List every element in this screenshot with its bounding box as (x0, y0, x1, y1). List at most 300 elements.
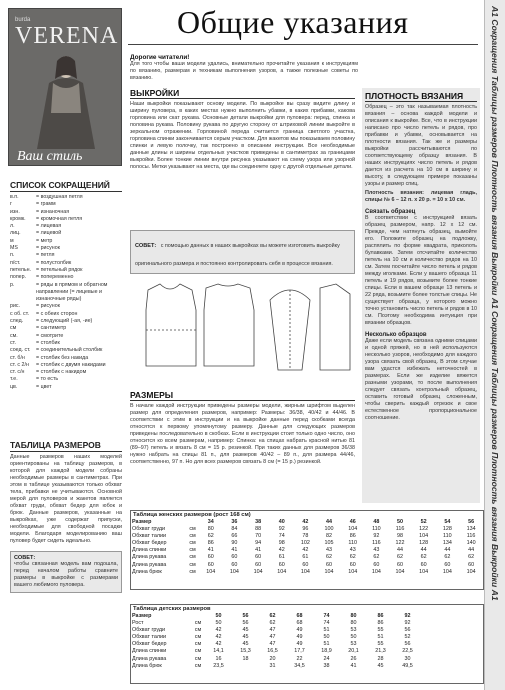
several-swatches-heading: Несколько образцов (365, 332, 427, 338)
table-cell: Размер (132, 519, 152, 525)
abbreviation-key: р. (10, 281, 15, 288)
abbreviation-value: = грамм (36, 201, 56, 208)
table-cell: 17,7 (294, 648, 305, 655)
abbreviation-value: = столбик без накида (36, 354, 89, 361)
abbreviation-key: след. (10, 318, 24, 325)
table-cell: 86 (207, 540, 214, 547)
table-cell: 49,5 (402, 662, 413, 669)
table-cell: 45 (242, 627, 249, 634)
table-cell: 104 (348, 526, 358, 533)
table-cell: 44 (444, 547, 451, 554)
table-cell: 68 (296, 620, 303, 627)
table-cell: 53 (350, 627, 357, 634)
cover-model-figure (31, 53, 101, 149)
table-row (131, 634, 421, 641)
advice-note (130, 230, 355, 274)
abbreviation-value: = воздушная петля (36, 194, 83, 200)
table-cell: 15,3 (240, 648, 251, 655)
table-cell: 26 (350, 655, 357, 662)
table-cell: 62 (373, 554, 380, 561)
table-cell: 60 (231, 554, 238, 561)
cover-tagline: Ваш стиль (17, 149, 83, 164)
abbreviation-value: = столбик с двумя накидами (36, 361, 106, 368)
table-cell: 49 (296, 641, 303, 648)
table-cell: 53 (350, 641, 357, 648)
table-cell: 60 (255, 561, 262, 568)
table-cell: 62 (269, 613, 276, 619)
table-cell: 60 (444, 561, 451, 568)
table-cell: см (189, 568, 196, 575)
table-cell: см (194, 662, 202, 669)
intro-text: Для того чтобы ваши модели удались, внимательно прочитайте указания к инструкциям по вязанию, размерам и техникам выполнения узоров, а также полезные советы по вязанию. (130, 61, 358, 81)
table-cell: 44 (468, 547, 475, 554)
abbreviation-value: = следующий (-ая, -ие) (36, 318, 93, 325)
table-cell: см (194, 655, 202, 662)
table-cell: 80 (350, 620, 357, 627)
intro-heading: Дорогие читатели! (130, 54, 190, 61)
table-cell: 51 (377, 634, 384, 641)
table-cell: 47 (269, 641, 276, 648)
table-cell: 92 (278, 526, 285, 533)
abbreviation-row (10, 333, 122, 340)
table-cell: 60 (349, 561, 356, 568)
women-size-table-box (130, 510, 484, 590)
table-cell: 45 (377, 662, 384, 669)
abbreviation-key: см (10, 325, 17, 332)
table-cell: Обхват талии (132, 634, 167, 641)
table-cell: 116 (372, 540, 381, 547)
table-cell: Обхват груди (132, 526, 166, 533)
table-cell: Длина рукава (132, 655, 167, 662)
table-cell: см (194, 620, 202, 627)
abbreviation-row (10, 362, 122, 369)
abbreviation-row (10, 303, 122, 310)
abbreviation-value: = лицевой (36, 230, 62, 237)
diagram-back (204, 284, 254, 366)
table-cell: 56 (404, 641, 411, 648)
abbreviations-list (10, 194, 122, 391)
abbreviation-value: = метр (36, 237, 53, 244)
table-cell: 28 (377, 655, 384, 662)
abbreviation-row (10, 369, 122, 376)
table-cell: 50 (323, 634, 330, 641)
table-row (131, 663, 421, 670)
abbreviation-key: MS (10, 245, 18, 252)
table-cell: 62 (444, 554, 451, 561)
abbreviation-value: = изнаночная (36, 208, 70, 215)
table-cell: 47 (269, 627, 276, 634)
abbreviation-value: = попеременно (36, 274, 74, 281)
abbreviation-row (10, 252, 122, 259)
page-title: Общие указания (177, 4, 409, 40)
table-cell: 44 (420, 547, 427, 554)
table-cell: 22,5 (402, 648, 413, 655)
table-cell: 50 (215, 613, 222, 619)
table-cell: 42 (215, 641, 222, 648)
table-cell: 140 (466, 540, 476, 547)
table-cell: 61 (302, 554, 309, 561)
table-cell: 102 (300, 540, 310, 547)
women-table-title: Таблица женских размеров (рост 168 см) (133, 512, 251, 518)
table-cell: 55 (377, 627, 384, 634)
table-cell: Обхват талии (132, 533, 167, 540)
table-cell: 50 (215, 620, 222, 627)
table-cell: 51 (323, 627, 330, 634)
abbreviation-value: = с обеих сторон (36, 310, 78, 317)
sizes-heading: РАЗМЕРЫ (130, 390, 355, 401)
abbreviation-row (10, 230, 122, 237)
table-cell: 20,1 (348, 648, 359, 655)
abbreviation-value: = полустолбик (36, 259, 72, 266)
table-cell: 38 (255, 519, 262, 525)
abbreviation-row (10, 194, 122, 201)
table-cell: 14,1 (213, 648, 224, 655)
patterns-text: Наши выкройки показывают основу модели. По выкройке вы сразу видите длину и ширину пуловера, в каких местах нужно выполнить убавки, в каких прибавки, какова горловина или скат рукава. Основные детали выкройки для пуловера: перед, спинка и половина рукава. Половину рукава по другую сторону от штриховой линии выкройте в зеркальном отражении. Горловиной переда считается граница светлого участка, горловина спинки закончивается серым участком. Для жакетов мы показываем половину спинки и левую полочку, так построено в описании инструкции. Все необходимые данные длины и ширины отдельных участков приведены в сантиметрах за границами выкройки. Более тонкие линии внутри рисунка указывают на схему узора или узорной полосы. Метки указывают на места, где вы соединяете одну с другой отдельные детали. (130, 101, 355, 170)
abbreviation-value: = то есть (36, 376, 59, 383)
table-cell: 66 (231, 533, 238, 540)
table-cell: 36 (231, 519, 238, 525)
abbreviation-key: т.е. (10, 376, 18, 383)
abbreviation-key: лиц. (10, 230, 21, 237)
table-cell: 104 (442, 568, 452, 575)
table-cell: 18 (242, 655, 249, 662)
table-cell: 54 (444, 519, 451, 525)
table-cell: 104 (324, 568, 334, 575)
cover-publisher: burda (15, 17, 31, 23)
table-cell: 82 (326, 533, 333, 540)
abbreviation-row (10, 384, 122, 391)
table-cell: 16,5 (267, 648, 278, 655)
abbreviation-value: = столбик с накидом (36, 369, 87, 376)
abbreviation-row (10, 311, 122, 318)
table-cell: 41 (255, 547, 262, 554)
swatch-text: В соответствии с инструкцией вязать образец размером, напр. 12 x 12 см. Прежде, чем натянуть образец, вымойте его. Положите образец на подложку, распялить по форме квадрата, приколоть булавками. Затем отсчитайте количество петель на 10 см и количество рядов на 10 см. Затем посчитайте число петель и рядов между иголками. Если у вашего образца 11 петель и 19 рядов, возьмите более тонкие спицы. Если в вашем образце 13 петель и 22 ряда, возьмите более толстые спицы. Не существует образца, у которого можно точно установить число петель и рядов в 10 см. Поэтому необходима интуиция при вязании образцов. (365, 215, 477, 326)
table-cell: 43 (326, 547, 333, 554)
table-cell: 34 (207, 519, 214, 525)
table-cell: 98 (397, 533, 404, 540)
title-divider (128, 44, 478, 45)
patterns-heading: ВЫКРОЙКИ (130, 88, 355, 99)
table-cell: 104 (206, 568, 216, 575)
abbreviation-value: = цвет (36, 383, 52, 390)
table-cell: 56 (468, 519, 475, 525)
table-cell: см (194, 648, 202, 655)
table-cell: 44 (397, 547, 404, 554)
abbreviation-key: попер. (10, 274, 27, 281)
table-cell: Обхват груди (132, 627, 166, 634)
table-cell: 60 (326, 561, 333, 568)
density-text: Образец – это так называемая плотность вязания – основа каждой модели и описания к выкройке. Все, что в инструкции написано про число петель и рядов, про прибавки и убавки, основывается на плотности вязания. Так же и размеры выкройки рассчитываются по соответствующему образцу вязания. В наших инструкциях число петель и рядов дается из расчета на 10 см в ширину и высоту, в следующем примере показаны узоры и размер спиц. (365, 104, 477, 187)
abbreviation-row (10, 267, 122, 274)
table-cell: 60 (207, 561, 214, 568)
sizes-text: В начале каждой инструкции приведены размеры модели, жирным шрифтом выделен размер для определения размеров, например: Размеры: 36/38, 40/42 и 44/46. В соответствии с этим в инструкции и на выкройке данные перед скобками всегда относятся к первому упомянутому размеру. Данные для следующих размеров приведены последовательно в скобках. Если в инструкции стоит только одно число, оно относится ко всем размерам, например: Спинка: на спицах набрать красной нитью 81 (89–97) петель и вязать 8 см = 15 р. резинкой. При таких данных для размеров 36/38 нужно набрать на спицы 81 п., для размеров 40/42 – 89 п., для размера 44/46, соответственно, 97 п. Но для всех размеров связать 8 см (= 15 р.) резинкой. (130, 403, 355, 465)
table-cell: 104 (348, 568, 358, 575)
abbreviation-row (10, 318, 122, 325)
abbreviation-key: соед. ст. (10, 347, 31, 354)
children-size-table (131, 613, 421, 670)
table-cell: 62 (207, 533, 214, 540)
table-cell: 88 (255, 526, 262, 533)
size-table-info-block (10, 440, 122, 593)
abbreviation-value: = смотрите (36, 332, 64, 339)
abbreviation-key: в.п. (10, 194, 19, 200)
table-cell: см (189, 540, 196, 547)
abbreviation-value: = лицевая (36, 223, 62, 230)
table-cell: 18,9 (321, 648, 332, 655)
abbreviation-value: = столбик (36, 339, 60, 346)
advice-text: с помощью данных в наших выкройках вы можете изготовить выкройку оригинального размера и постоянно контролировать себя в процессе вязания. (135, 243, 340, 267)
table-cell: 94 (255, 540, 262, 547)
table-cell: 104 (277, 568, 287, 575)
table-cell: 62 (326, 554, 333, 561)
magazine-cover (8, 8, 122, 166)
table-cell: 128 (442, 526, 452, 533)
table-cell: 21,3 (375, 648, 386, 655)
table-cell: Размер (132, 613, 152, 619)
abbreviation-key: цв. (10, 383, 18, 390)
table-cell: см (194, 634, 202, 641)
table-cell: 104 (229, 568, 239, 575)
abbreviation-row (10, 274, 122, 281)
intro-block (130, 54, 358, 82)
table-cell: 110 (348, 540, 357, 547)
abbreviation-key: п. (10, 252, 15, 259)
table-cell: 50 (397, 519, 404, 525)
table-cell: 68 (296, 613, 303, 619)
table-cell: 105 (324, 540, 334, 547)
size-advice-box (10, 551, 122, 593)
table-cell: 116 (466, 533, 476, 540)
table-cell: 48 (373, 519, 380, 525)
table-cell: 74 (323, 620, 330, 627)
table-cell: 134 (442, 540, 452, 547)
table-cell: Длина брюк (132, 568, 162, 575)
table-cell: 92 (404, 613, 411, 619)
table-cell: Длина спинки (132, 648, 167, 655)
table-row (131, 620, 421, 627)
table-cell: 30 (404, 655, 411, 662)
table-cell: 51 (323, 641, 330, 648)
side-tab (484, 0, 505, 690)
women-size-table (131, 519, 483, 576)
table-cell: 98 (278, 540, 285, 547)
table-row (131, 627, 421, 634)
table-cell: Длина спинки (132, 547, 167, 554)
advice-label: СОВЕТ: (135, 243, 157, 249)
table-cell: 60 (373, 561, 380, 568)
table-cell: 31 (269, 662, 276, 669)
density-block (362, 88, 480, 503)
table-cell: 61 (278, 554, 285, 561)
table-cell: 56 (404, 627, 411, 634)
table-cell: 42 (302, 519, 309, 525)
abbreviation-value: = соединительный столбик (36, 347, 103, 354)
table-cell: Обхват бедер (132, 641, 167, 648)
abbreviation-value: = рисунок (36, 303, 60, 310)
table-cell: 40 (278, 519, 285, 525)
abbreviation-key: кромк. (10, 215, 26, 222)
abbreviation-row (10, 260, 122, 267)
abbreviation-row (10, 376, 122, 383)
table-row (131, 562, 483, 569)
patterns-block (130, 88, 355, 171)
table-cell: 20 (269, 655, 276, 662)
table-cell: 56 (242, 613, 249, 619)
abbreviation-value: = кромочная петля (36, 215, 83, 222)
cover-logo: VERENA (15, 23, 119, 49)
table-cell: 34,5 (294, 662, 305, 669)
table-cell: 104 (253, 568, 263, 575)
table-cell: 116 (395, 526, 405, 533)
table-cell: 92 (404, 620, 411, 627)
abbreviation-key: с об. ст. (10, 310, 30, 317)
abbreviation-row (10, 209, 122, 216)
table-cell: 60 (231, 561, 238, 568)
table-cell: 80 (350, 613, 357, 619)
table-cell: 23,5 (213, 662, 224, 669)
abbreviation-row (10, 355, 122, 362)
size-table-heading: ТАБЛИЦА РАЗМЕРОВ (10, 440, 122, 452)
side-tab-text: А1 Сокращения Таблицы размеров Плотность вязания Выкройки А1 Сокращения Таблицы размеров Плотность вязания Выкройки А1 (490, 6, 500, 601)
table-cell: 47 (269, 634, 276, 641)
table-cell: 49 (296, 627, 303, 634)
table-cell: 74 (323, 613, 330, 619)
table-cell: 44 (326, 519, 333, 525)
table-cell: 86 (349, 533, 356, 540)
abbreviation-key: ст. с 2/н (10, 361, 29, 368)
sizes-block (130, 390, 355, 466)
table-cell: 22 (296, 655, 303, 662)
table-cell: 92 (373, 533, 380, 540)
table-cell: 134 (466, 526, 476, 533)
table-cell: 96 (302, 526, 309, 533)
table-cell: 41 (207, 547, 214, 554)
abbreviations-heading: СПИСОК СОКРАЩЕНИЙ (10, 180, 122, 192)
table-cell: см (189, 547, 196, 554)
abbreviations-block (10, 180, 122, 391)
table-cell: 62 (349, 554, 356, 561)
table-cell: 128 (419, 540, 429, 547)
table-cell: 122 (419, 526, 429, 533)
table-cell: 122 (395, 540, 405, 547)
abbreviation-key: ст. (10, 339, 16, 346)
table-cell: 49 (296, 634, 303, 641)
table-cell: 50 (350, 634, 357, 641)
abbreviation-value: = петля (36, 252, 55, 259)
table-cell: 41 (231, 547, 238, 554)
abbreviation-row (10, 201, 122, 208)
table-cell: 104 (395, 568, 405, 575)
table-cell: Рост (132, 620, 144, 627)
table-cell: 60 (420, 561, 427, 568)
table-header-row (131, 613, 421, 620)
table-cell: см (189, 554, 196, 561)
table-row (131, 569, 483, 576)
table-cell: 74 (278, 533, 285, 540)
table-row (131, 547, 483, 554)
table-cell: Длина рукава (132, 561, 167, 568)
abbreviation-key: г (10, 201, 12, 208)
table-cell: 100 (324, 526, 334, 533)
table-header-row (131, 519, 483, 526)
table-cell: 43 (373, 547, 380, 554)
table-cell: 41 (350, 662, 357, 669)
density-heading: ПЛОТНОСТЬ ВЯЗАНИЯ (365, 91, 477, 102)
diagram-jacket (320, 284, 350, 370)
table-cell: 42 (215, 634, 222, 641)
children-size-table-box (130, 604, 484, 684)
table-cell: 56 (242, 620, 249, 627)
table-cell: 60 (207, 554, 214, 561)
table-cell: 104 (419, 533, 429, 540)
table-cell: 84 (231, 526, 238, 533)
abbreviation-key: ст. с/н (10, 369, 25, 376)
abbreviation-value: = сантиметр (36, 325, 67, 332)
abbreviation-row (10, 282, 122, 304)
table-cell (186, 519, 199, 526)
table-cell: 24 (323, 655, 330, 662)
several-swatches-text: Даже если модель связана одними спицами и одной пряжей, но в ней используются несколько узоров, необходимо для каждого узора связать свой образец. В этом случае вам удастся избежать неточностей в размерах. Если же изделие вяжется разными узорами, то после выполнения следует связать контрольный образец, оставить готовый образец сложенным, чтобы сверить каждый отрезок и свое естественное пропорциональное соотношение. (365, 338, 477, 421)
table-cell: 104 (300, 568, 310, 575)
table-cell: 62 (468, 554, 475, 561)
table-cell: 46 (349, 519, 356, 525)
table-cell: 70 (255, 533, 262, 540)
diagram-front (146, 284, 196, 366)
table-cell: 90 (231, 540, 238, 547)
abbreviation-row (10, 245, 122, 252)
table-cell: 52 (404, 634, 411, 641)
table-cell: 86 (377, 613, 384, 619)
pattern-diagrams (140, 270, 355, 380)
abbreviation-value: = рисунок (36, 245, 60, 252)
table-cell: 16 (215, 655, 222, 662)
table-cell: 104 (419, 568, 429, 575)
abbreviation-row (10, 238, 122, 245)
table-cell: 60 (302, 561, 309, 568)
abbreviation-row (10, 223, 122, 230)
abbreviation-row (10, 216, 122, 223)
table-cell: Длина рукава (132, 554, 167, 561)
size-table-text: Данные размеров наших моделей ориентированы на таблицу размеров, в которой для каждой модели собраны необходимые размеры в сантиметрах. При этом в таблице указываются только обхват тела, прибавки не учитываются. Основной мерой для пуловеров и жакетов является обхват груди, обхват бедер для юбок и брюк. Данные размеров, указанные на выкройках, уже содержат припуски, необходимые для свободной посадки модели. Благодаря моделированию ваш пуловер будет сидеть идеально. (10, 454, 122, 544)
table-cell: 86 (377, 620, 384, 627)
table-cell: 42 (215, 627, 222, 634)
table-cell: 78 (302, 533, 309, 540)
abbreviation-key: ст. б/н (10, 354, 25, 361)
abbreviation-key: изн. (10, 208, 20, 215)
abbreviation-row (10, 347, 122, 354)
table-cell: 80 (207, 526, 214, 533)
table-cell: 62 (420, 554, 427, 561)
table-cell: см (194, 627, 202, 634)
table-cell: 60 (255, 554, 262, 561)
abbreviation-row (10, 325, 122, 332)
table-cell: 55 (377, 641, 384, 648)
table-row (131, 540, 483, 547)
size-advice-label: СОВЕТ: (14, 555, 36, 561)
table-cell: 62 (397, 554, 404, 561)
density-example: Плотность вязания: лицевая гладь, спицы № 6 – 12 п. x 20 р. = 10 x 10 см. (365, 190, 477, 203)
table-cell: см (189, 561, 196, 568)
table-cell: 45 (242, 641, 249, 648)
table-cell (191, 613, 205, 620)
table-cell: 60 (468, 561, 475, 568)
abbreviation-key: рис. (10, 303, 21, 310)
size-advice-text: чтобы связанная модель вам подошла, перед началом работы сравните размеры в выкройке с размерами вашего любимого пуловера. (14, 561, 118, 588)
table-cell (232, 663, 259, 670)
abbreviation-key: л. (10, 223, 15, 230)
abbreviation-key: см. (10, 332, 18, 339)
table-cell: 62 (269, 620, 276, 627)
